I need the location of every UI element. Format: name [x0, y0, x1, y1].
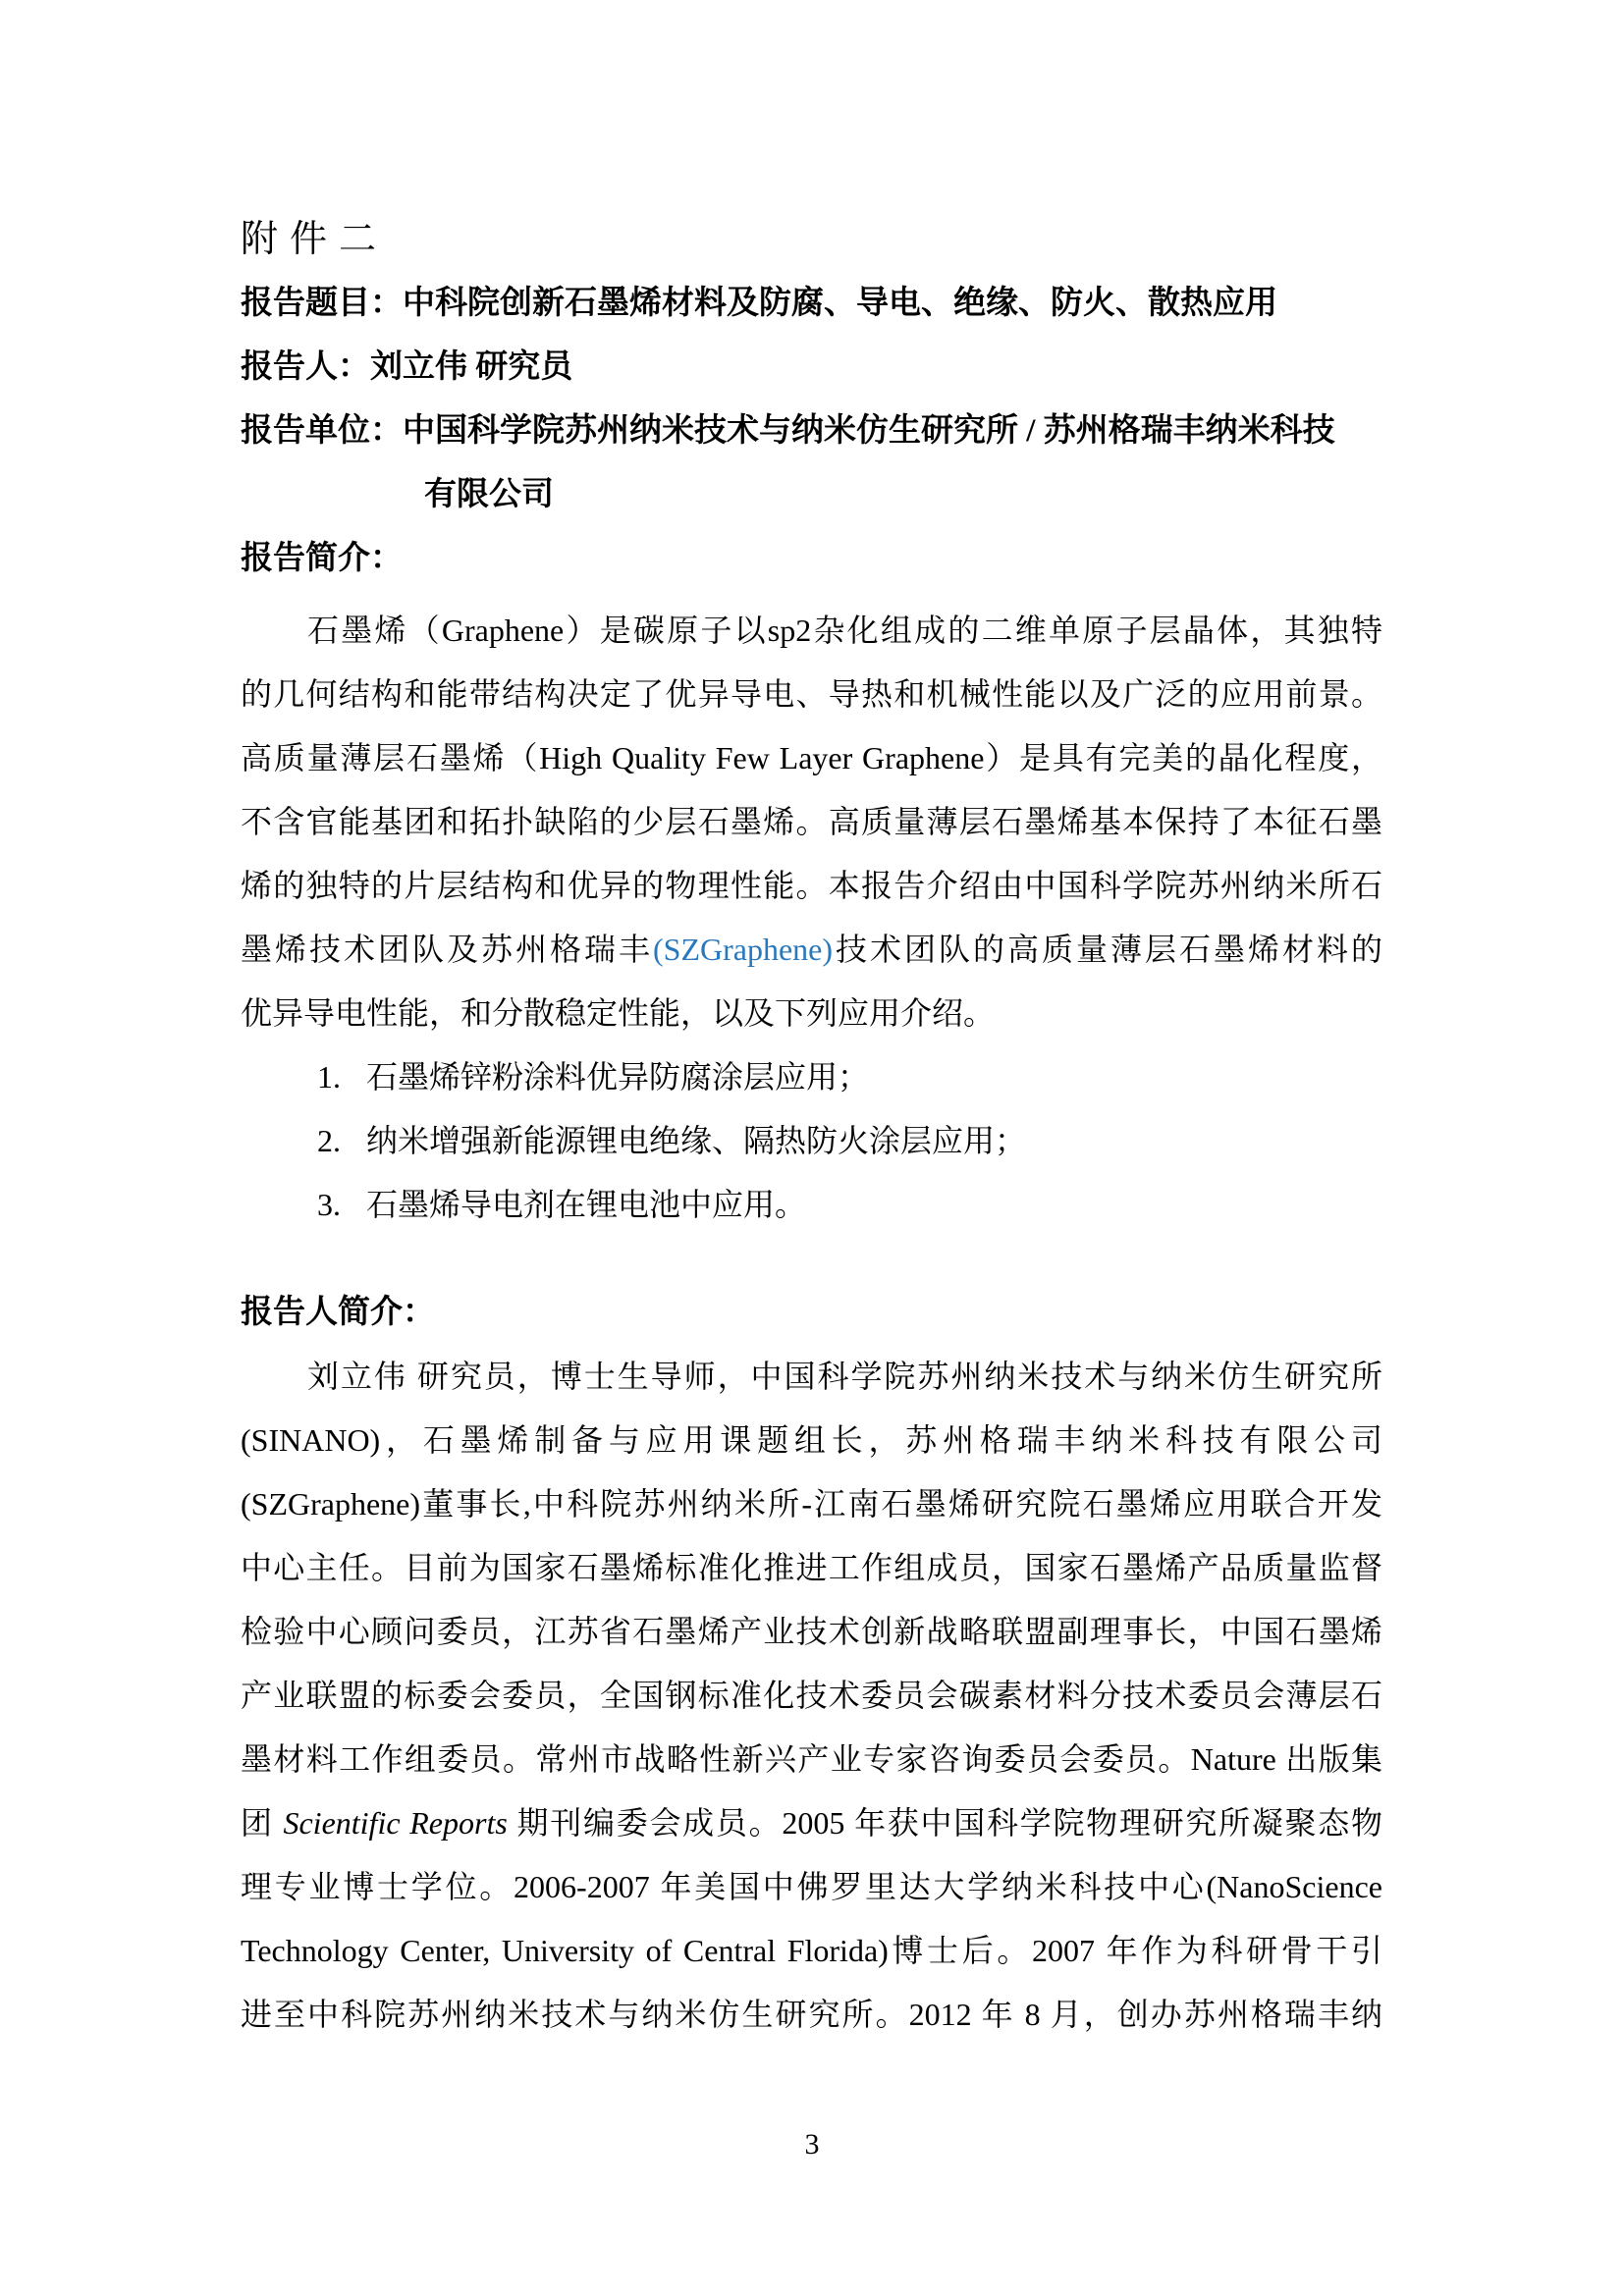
list-item-number: 1. — [317, 1059, 341, 1095]
bio-paragraph-line: 中心主任。目前为国家石墨烯标准化推进工作组成员，国家石墨烯产品质量监督 — [241, 1550, 1382, 1585]
bio-paragraph-line: 进至中科院苏州纳米技术与纳米仿生研究所。2012 年 8 月，创办苏州格瑞丰纳 — [241, 1997, 1382, 2032]
abstract-paragraph-line: 高质量薄层石墨烯（High Quality Few Layer Graphene）是具有完美的晶化程度， — [241, 740, 1382, 775]
abstract-paragraph-line: 优异导电性能，和分散稳定性能，以及下列应用介绍。 — [241, 995, 996, 1031]
list-item-text: 石墨烯锌粉涂料优异防腐涂层应用； — [366, 1059, 870, 1095]
list-item-number: 2. — [317, 1123, 341, 1158]
affiliation-line-continued: 有限公司 — [424, 477, 554, 512]
abstract-text-segment: 墨烯技术团队及苏州格瑞丰 — [241, 932, 653, 967]
bio-paragraph-line: 理专业博士学位。2006-2007 年美国中佛罗里达大学纳米科技中心(NanoScience — [241, 1869, 1382, 1904]
abstract-paragraph-line: 石墨烯（Graphene）是碳原子以sp2杂化组成的二维单原子层晶体，其独特 — [307, 613, 1382, 648]
presenter-line: 报告人：刘立伟 研究员 — [241, 349, 573, 385]
abstract-paragraph-line: 烯的独特的片层结构和优异的物理性能。本报告介绍由中国科学院苏州纳米所石 — [241, 868, 1382, 903]
abstract-heading: 报告简介： — [241, 541, 403, 576]
bio-paragraph-line: (SZGraphene)董事长,中科院苏州纳米所-江南石墨烯研究院石墨烯应用联合开发 — [241, 1486, 1382, 1522]
bio-paragraph-line — [241, 1791, 1382, 1855]
bio-paragraph-line: (SINANO)，石墨烯制备与应用课题组长，苏州格瑞丰纳米科技有限公司 — [241, 1422, 1382, 1458]
list-item-number: 3. — [317, 1187, 341, 1222]
list-item — [241, 1045, 1382, 1109]
bio-paragraph-line: Technology Center, University of Central Florida)博士后。2007 年作为科研骨干引 — [241, 1933, 1382, 1968]
document-content — [241, 207, 1382, 2047]
list-item — [241, 1109, 1382, 1173]
list-item-text: 石墨烯导电剂在锂电池中应用。 — [366, 1187, 807, 1222]
abstract-paragraph-line: 不含官能基团和拓扑缺陷的少层石墨烯。高质量薄层石墨烯基本保持了本征石墨 — [241, 804, 1382, 839]
bio-text-segment: 期刊编委会成员。2005 年获中国科学院物理研究所凝聚态物 — [507, 1805, 1382, 1841]
attachment-label: 附件二 — [241, 219, 389, 260]
bio-paragraph-line: 墨材料工作组委员。常州市战略性新兴产业专家咨询委员会委员。Nature 出版集 — [241, 1741, 1382, 1777]
affiliation-line: 报告单位：中国科学院苏州纳米技术与纳米仿生研究所 / 苏州格瑞丰纳米科技 — [241, 413, 1335, 449]
list-item-text: 纳米增强新能源锂电绝缘、隔热防火涂层应用； — [366, 1123, 1027, 1158]
abstract-text-segment: 技术团队的高质量薄层石墨烯材料的 — [833, 932, 1382, 967]
list-item — [241, 1173, 1382, 1237]
bio-paragraph-line: 刘立伟 研究员，博士生导师，中国科学院苏州纳米技术与纳米仿生研究所 — [307, 1359, 1382, 1394]
page-number: 3 — [804, 2128, 820, 2161]
abstract-paragraph-line: 的几何结构和能带结构决定了优异导电、导热和机械性能以及广泛的应用前景。 — [241, 676, 1382, 712]
report-title-line: 报告题目：中科院创新石墨烯材料及防腐、导电、绝缘、防火、散热应用 — [241, 286, 1277, 321]
bio-heading: 报告人简介： — [241, 1295, 435, 1330]
szgraphene-highlight-text: (SZGraphene) — [652, 932, 834, 967]
bio-paragraph-line: 检验中心顾问委员，江苏省石墨烯产业技术创新战略联盟副理事长，中国石墨烯 — [241, 1614, 1382, 1649]
journal-name-italic: Scientific Reports — [283, 1805, 508, 1841]
abstract-paragraph-line — [241, 918, 1382, 982]
bio-text-segment: 团 — [241, 1805, 284, 1841]
bio-paragraph-line: 产业联盟的标委会委员，全国钢标准化技术委员会碳素材料分技术委员会薄层石 — [241, 1678, 1382, 1713]
